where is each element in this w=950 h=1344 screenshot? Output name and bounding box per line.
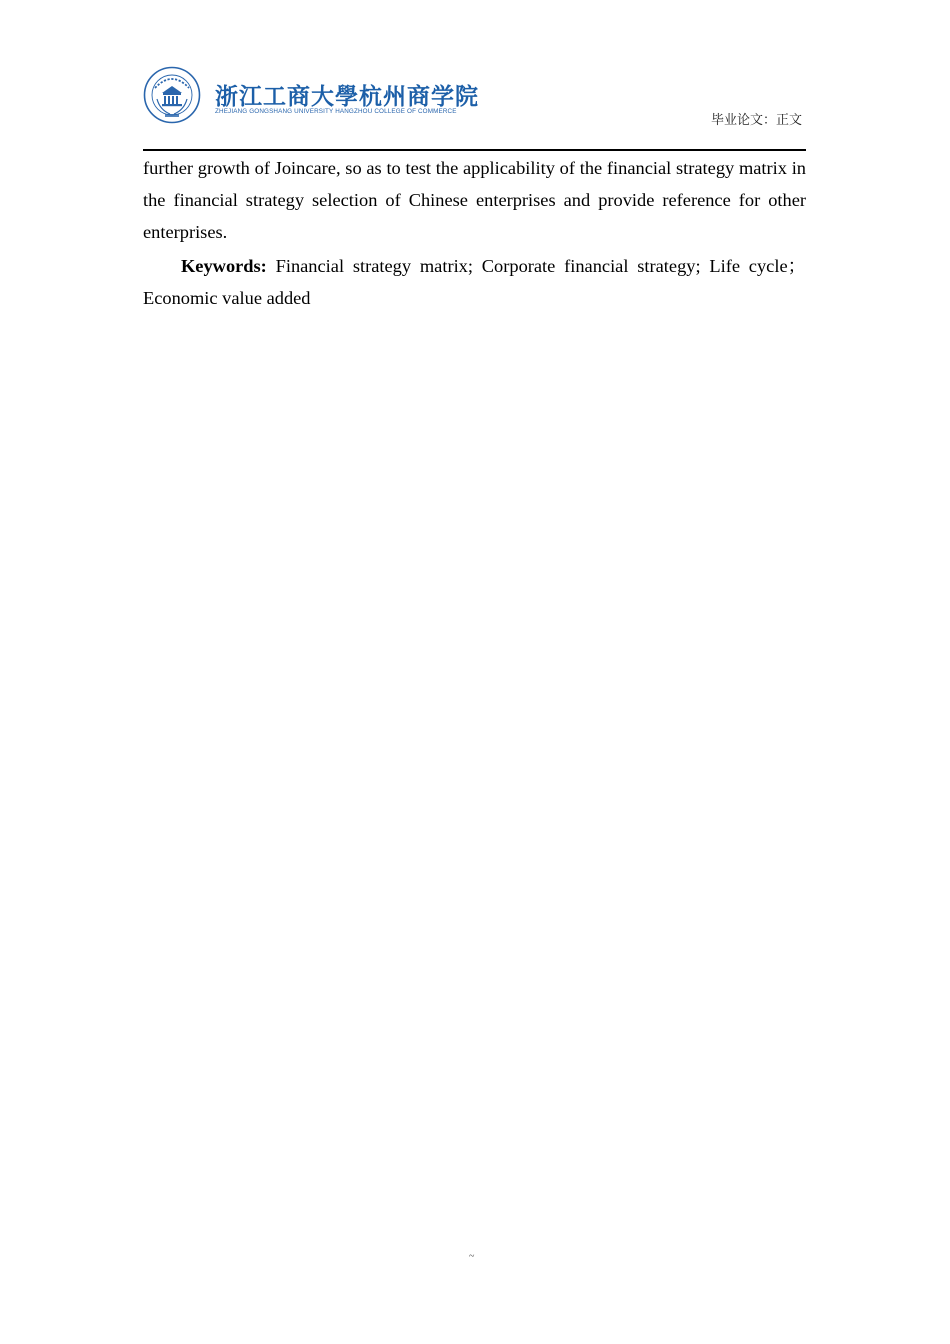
university-logo-english: ZHEJIANG GONGSHANG UNIVERSITY HANGZHOU COLLEGE OF COMMERCE [215, 108, 457, 115]
keywords-label: Keywords: [181, 256, 267, 276]
running-head: 毕业论文：正文 [710, 113, 802, 128]
keywords-paragraph [143, 250, 806, 314]
university-seal-icon [143, 66, 201, 124]
keywords-text: Financial strategy matrix; Corporate financial strategy; Life cycle；Economic value added [143, 256, 806, 308]
document-body [143, 152, 806, 314]
page-header [143, 66, 806, 150]
header-divider [143, 149, 806, 151]
page-number-mark: ~ [469, 1251, 475, 1262]
university-logo-chinese: 浙江工商大學杭州商学院 [215, 82, 479, 109]
abstract-paragraph: further growth of Joincare, so as to test the applicability of the financial strategy matrix in the financial strategy selection of Chinese enterprises and provide reference for other enterprises. [143, 158, 806, 242]
